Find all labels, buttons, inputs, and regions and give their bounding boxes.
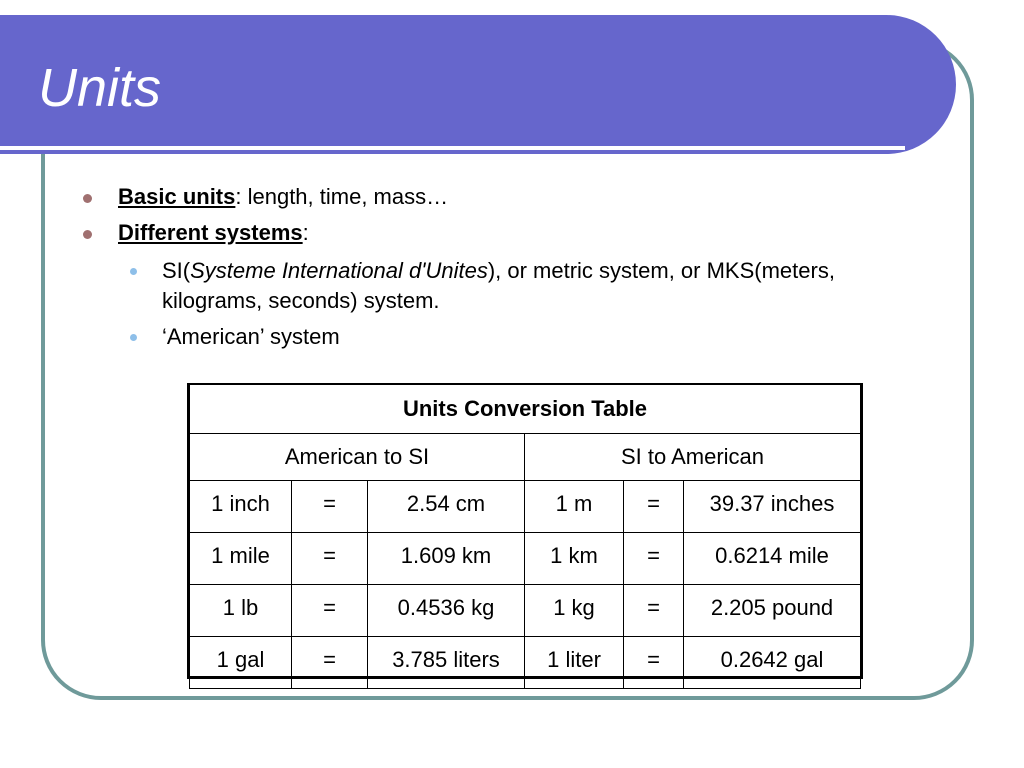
table-title: Units Conversion Table [190,385,861,434]
bullet-text: : [302,220,309,245]
title-bar [0,15,956,154]
table-cell: 1 inch [190,481,292,533]
bullet-dot-icon [83,194,92,203]
header-si-to-american: SI to American [525,434,861,481]
table-cell: 1 lb [190,585,292,637]
subbullet-dot-icon [130,268,137,275]
subbullet-si [80,256,940,316]
table-cell: = [624,637,684,689]
header-american-to-si: American to SI [190,434,525,481]
table-title-row [190,385,861,434]
table-row [190,585,861,637]
bullet-key: Different systems [118,220,303,245]
table-cell: 1 gal [190,637,292,689]
title-divider [0,146,905,150]
table-cell: = [292,481,368,533]
table-cell: 1 km [525,533,624,585]
table-row [190,533,861,585]
table-cell: 2.54 cm [368,481,525,533]
table-cell: 2.205 pound [684,585,861,637]
si-suffix: ), or metric system, or MKS(meters, kilograms, seconds) system. [162,258,835,313]
table-cell: 1 m [525,481,624,533]
table-row [190,637,861,689]
american-text: ‘American’ system [162,324,340,349]
table-cell: 0.4536 kg [368,585,525,637]
table-cell: 0.6214 mile [684,533,861,585]
bullet-list [80,184,960,358]
table-cell: = [292,585,368,637]
table-cell: = [624,533,684,585]
si-prefix: SI( [162,258,191,283]
table-cell: 3.785 liters [368,637,525,689]
bullet-key: Basic units [118,184,236,209]
subbullet-american [80,322,940,352]
subbullet-dot-icon [130,334,137,341]
bullet-dot-icon [83,230,92,239]
bullet-text: : length, time, mass… [235,184,449,209]
table-cell: = [292,637,368,689]
table-cell: = [292,533,368,585]
conversion-table [187,383,863,679]
table-cell: 1 mile [190,533,292,585]
table-row [190,481,861,533]
table-cell: = [624,585,684,637]
conversion-table-grid [189,384,861,689]
table-cell: 1 kg [525,585,624,637]
table-cell: 0.2642 gal [684,637,861,689]
table-header-row [190,434,861,481]
table-cell: 1 liter [525,637,624,689]
table-cell: = [624,481,684,533]
si-italic: Systeme International d'Unites [190,258,488,283]
bullet-different-systems [80,220,960,246]
bullet-basic-units [80,184,960,210]
table-cell: 39.37 inches [684,481,861,533]
slide-title: Units [38,58,162,118]
table-cell: 1.609 km [368,533,525,585]
